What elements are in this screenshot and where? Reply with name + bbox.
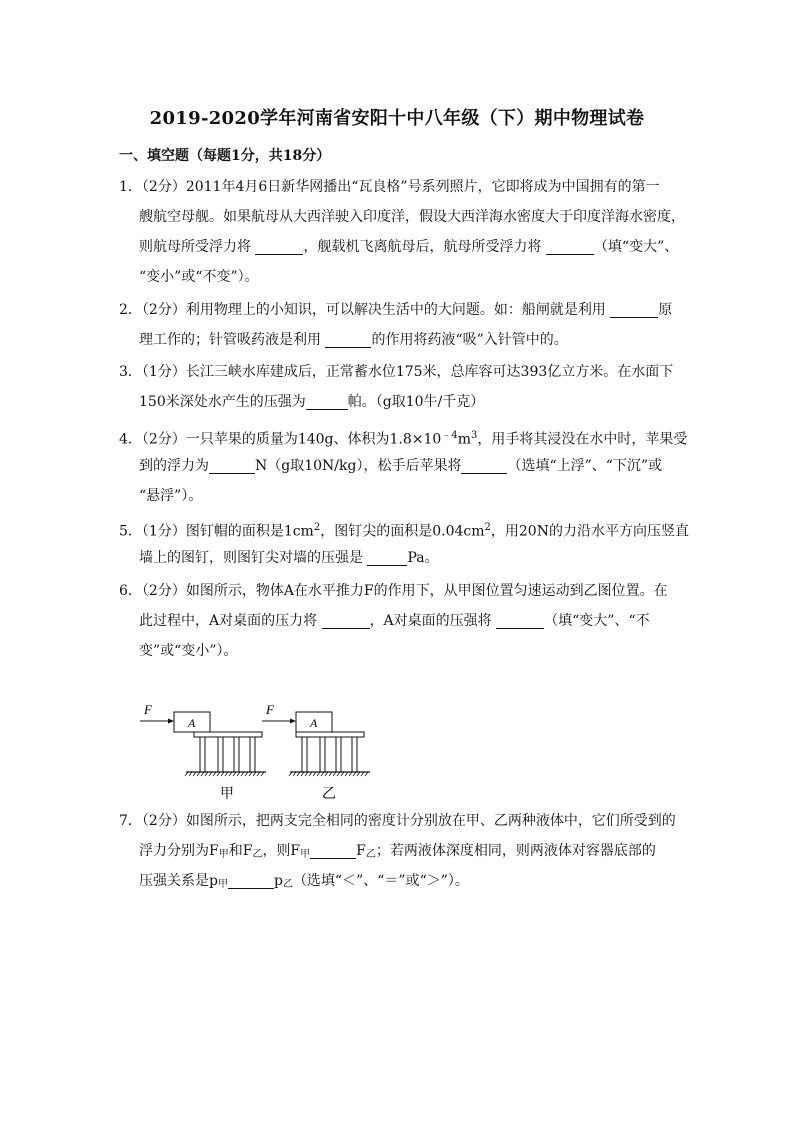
answer-blank[interactable] xyxy=(306,393,348,410)
table-leg xyxy=(302,737,307,772)
answer-blank[interactable] xyxy=(496,612,544,629)
answer-blank[interactable] xyxy=(322,612,370,629)
section-heading-fill-in: 一、填空题（每题1分，共18分） xyxy=(119,148,331,164)
table-leg xyxy=(352,737,357,772)
question-6 xyxy=(119,576,679,666)
q2-line-1: 2．（2分）利用物理上的小知识，可以解决生活中的大问题。如：船闸就是利用 原 xyxy=(119,302,673,318)
exam-title: 2019-2020学年河南省安阳十中八年级（下）期中物理试卷 xyxy=(149,108,645,129)
answer-blank[interactable] xyxy=(209,457,255,474)
q1-line-3: 则航母所受浮力将 ，舰载机飞离航母后，航母所受浮力将 （填“变大”、 xyxy=(139,239,679,255)
table-top xyxy=(194,732,262,737)
arrow-head xyxy=(290,719,296,724)
table-top xyxy=(296,732,364,737)
q6-line-2: 此过程中，A对桌面的压力将 ，A对桌面的压强将 （填“变大”、“不 xyxy=(139,613,650,629)
table-leg xyxy=(200,737,205,772)
q6-line-1: 6．（2分）如图所示，物体A在水平推力F的作用下，从甲图位置匀速运动到乙图位置。在 xyxy=(119,583,668,599)
table-leg xyxy=(336,737,341,772)
force-label: F xyxy=(144,702,152,717)
answer-blank[interactable] xyxy=(610,301,658,318)
q4-line-2: 到的浮力为 N（g取10N/kg），松手后苹果将 （选填“上浮”、“下沉”或 xyxy=(139,458,663,474)
figure-jia xyxy=(140,702,266,802)
q7-line-1: 7．（2分）如图所示，把两支完全相同的密度计分别放在甲、乙两种液体中，它们所受到的 xyxy=(119,813,676,829)
arrow-head xyxy=(168,719,174,724)
q6-line-3: 变”或“变小”）。 xyxy=(139,643,238,659)
block-label: A xyxy=(310,716,318,730)
question-2 xyxy=(119,295,679,355)
block-label: A xyxy=(188,716,196,730)
table-push-figure xyxy=(136,698,386,804)
caption-yi: 乙 xyxy=(322,786,336,802)
answer-blank[interactable] xyxy=(255,238,303,255)
answer-blank[interactable] xyxy=(546,238,594,255)
q3-line-2: 150米深处水产生的压强为 帕。（g取10牛/千克） xyxy=(139,394,485,410)
question-4 xyxy=(119,421,688,511)
answer-blank[interactable] xyxy=(310,842,356,859)
caption-jia: 甲 xyxy=(220,786,234,802)
q5-line-1: 5．（1分）图钉帽的面积是$1cm^2$，图钉尖的面积是$0.04cm^2$，用20N的力沿水平方向压竖直 xyxy=(119,522,689,540)
q4-line-3: “悬浮”）。 xyxy=(139,488,203,504)
answer-blank[interactable] xyxy=(228,872,274,889)
q7-line-3: 压强关系是p甲 p乙（选填“＜”、“＝”或“＞”）。 xyxy=(139,873,469,890)
q1-line-2: 艘航空母舰。如果航母从大西洋驶入印度洋，假设大西洋海水密度大于印度洋海水密度， xyxy=(139,209,685,225)
table-leg xyxy=(234,737,239,772)
answer-blank[interactable] xyxy=(325,331,371,348)
q7-line-2: 浮力分别为F甲和F乙，则F甲 F乙；若两液体深度相同，则两液体对容器底部的 xyxy=(139,843,656,860)
q2-line-2: 理工作的；针管吸药液是利用 的作用将药液“吸”入针管中的。 xyxy=(139,332,568,348)
q3-line-1: 3．（1分）长江三峡水库建成后，正常蓄水位175米，总库容可达393亿立方米。在水面下 xyxy=(119,364,674,380)
q4-line-1: 4．（2分）一只苹果的质量为140g、体积为$1.8\times 10^{﹣4}m^3$，用手将其浸没在水中时，苹果受 xyxy=(119,430,688,448)
question-7 xyxy=(119,806,679,896)
force-label: F xyxy=(266,702,274,717)
table-leg xyxy=(218,737,223,772)
table-leg xyxy=(250,737,255,772)
figure-yi xyxy=(262,702,370,802)
answer-blank[interactable] xyxy=(461,457,507,474)
q1-line-4: “变小”或“不变”）。 xyxy=(139,269,259,285)
question-5 xyxy=(119,513,689,573)
q1-line-1: 1．（2分）2011年4月6日新华网播出“瓦良格”号系列照片，它即将成为中国拥有的第一 xyxy=(119,179,660,195)
answer-blank[interactable] xyxy=(367,549,407,566)
question-3 xyxy=(119,357,679,417)
question-1 xyxy=(119,172,685,292)
table-leg xyxy=(320,737,325,772)
q5-line-2: 墙上的图钉，则图钉尖对墙的压强是 Pa。 xyxy=(139,550,439,566)
